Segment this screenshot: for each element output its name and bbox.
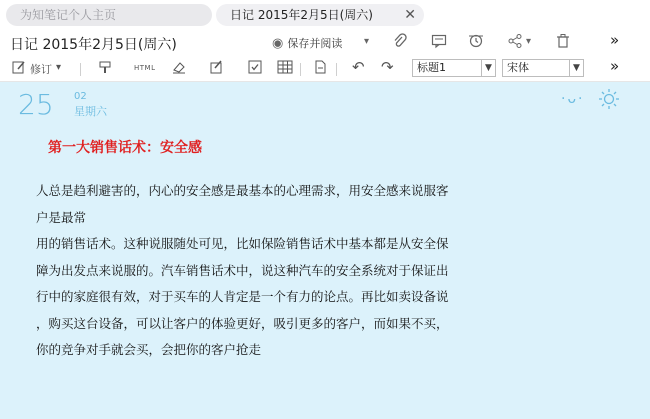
undo-icon[interactable]: ↶ (352, 58, 365, 76)
checklist-icon[interactable] (248, 60, 262, 78)
chevron-down-icon[interactable]: ▼ (569, 60, 583, 76)
mood-icon[interactable]: ·ᴗ· (561, 91, 585, 107)
document-title: 日记 2015年2月5日(周六) (10, 37, 177, 53)
note-body (36, 178, 536, 364)
revise-chevron-icon[interactable]: ▾ (56, 62, 62, 73)
eraser-icon[interactable] (172, 60, 186, 78)
format-toolbar (0, 56, 650, 82)
tab-home[interactable] (6, 4, 212, 26)
table-icon[interactable] (277, 60, 293, 78)
toolbar-divider (80, 63, 81, 76)
format-painter-icon[interactable] (98, 60, 112, 78)
share-chevron-icon[interactable]: ▾ (526, 36, 532, 47)
body-line: 障为出发点来说服的。汽车销售话术中，说这种汽车的安全系统对于保证出 (36, 262, 449, 278)
paragraph-style-value: 标题1 (417, 61, 446, 74)
share-icon[interactable] (507, 33, 523, 53)
date-month: 02 (74, 91, 87, 102)
tab-home-label: 为知笔记个人主页 (20, 8, 117, 22)
edit-checkbox-icon[interactable] (210, 60, 224, 78)
redo-icon[interactable]: ↷ (381, 58, 394, 76)
note-editor[interactable] (0, 82, 650, 419)
toolbar-more-icon[interactable]: » (610, 57, 620, 75)
tab-diary[interactable] (216, 4, 424, 26)
eye-icon: ◉ (272, 36, 284, 51)
chevron-down-icon[interactable]: ▾ (364, 36, 370, 47)
date-weekday: 星期六 (74, 105, 107, 118)
note-heading: 第一大销售话术：安全感 (48, 140, 202, 156)
body-line: 你的竞争对手就会买，会把你的客户抢走 (36, 342, 262, 357)
insert-page-icon[interactable] (313, 60, 327, 78)
revise-button[interactable]: 修订 (30, 63, 52, 76)
date-day: 25 (18, 88, 54, 121)
history-icon[interactable] (468, 33, 484, 53)
font-family-select[interactable] (502, 59, 584, 77)
tab-diary-label: 日记 2015年2月5日(周六) (230, 8, 373, 22)
more-menu-icon[interactable]: » (610, 31, 620, 49)
revise-icon[interactable] (12, 60, 26, 78)
close-icon[interactable]: ✕ (404, 7, 416, 23)
chevron-down-icon[interactable]: ▼ (481, 60, 495, 76)
comment-icon[interactable] (431, 33, 447, 53)
body-line: ，购买这台设备，可以让客户的体验更好，吸引更多的客户，而如果不买， (36, 315, 449, 331)
trash-icon[interactable] (556, 33, 570, 53)
title-bar (0, 30, 650, 56)
body-line: 用的销售话术。这种说服随处可见，比如保险销售话术中基本都是从安全保 (36, 236, 449, 251)
body-line: 人总是趋利避害的，内心的安全感是最基本的心理需求，用安全感来说服客 (36, 183, 449, 198)
save-and-read-label: 保存并阅读 (287, 37, 343, 50)
html-button[interactable]: HTML (134, 64, 156, 72)
body-line: 行中的家庭很有效，对于买车的人肯定是一个有力的论点。再比如卖设备说 (36, 289, 449, 304)
body-line: 户是最常 (36, 209, 87, 225)
paragraph-style-select[interactable] (412, 59, 496, 77)
sun-icon[interactable] (598, 88, 620, 115)
font-family-value: 宋体 (507, 61, 529, 74)
tab-bar (0, 0, 650, 30)
attachment-icon[interactable] (393, 33, 407, 53)
toolbar-divider-3 (336, 63, 337, 76)
save-and-read-button[interactable] (272, 35, 342, 51)
toolbar-divider-2 (300, 63, 301, 76)
